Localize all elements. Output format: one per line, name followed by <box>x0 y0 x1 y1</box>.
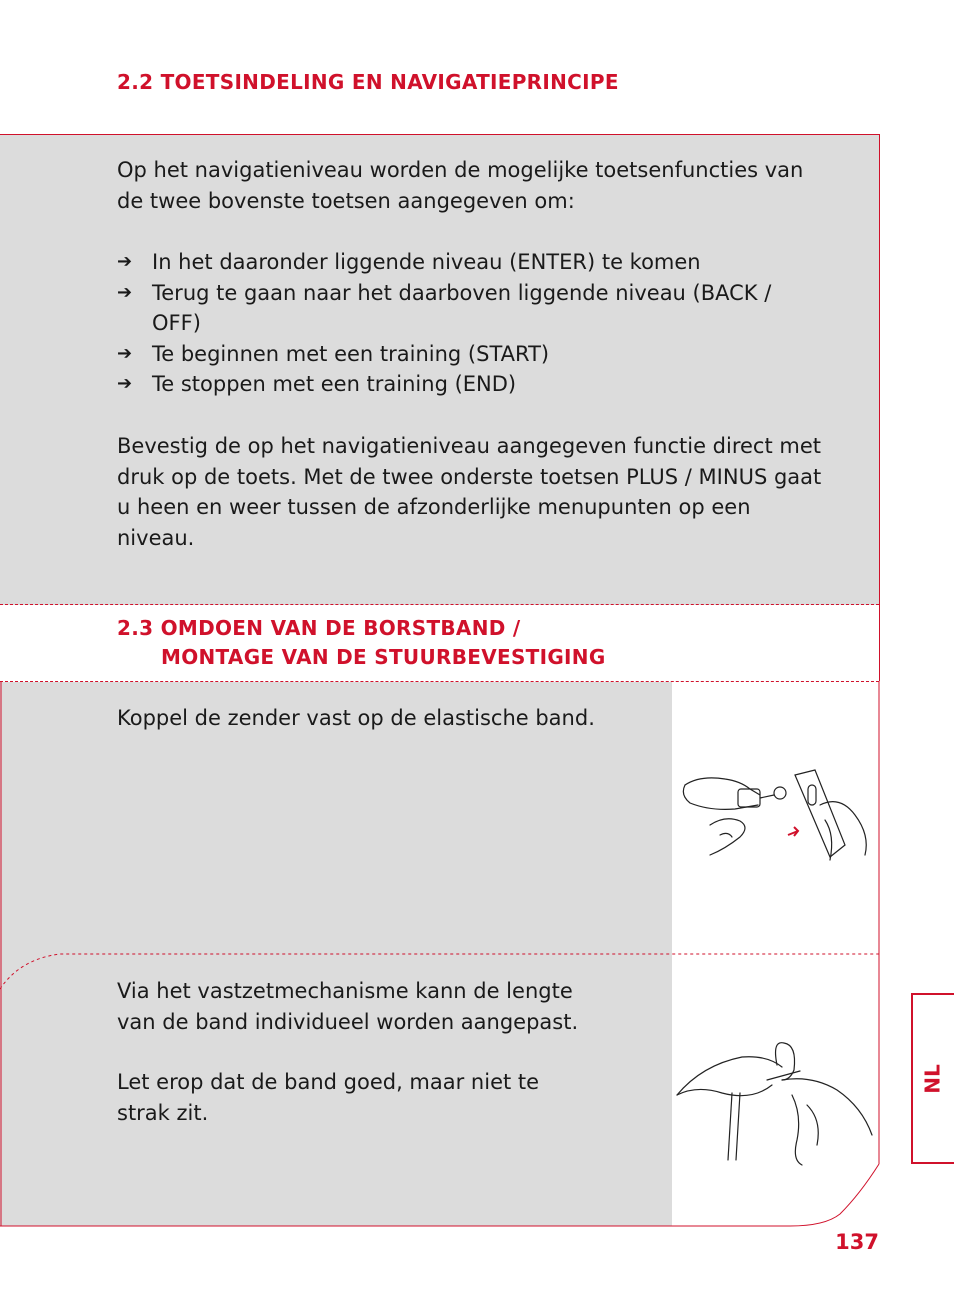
adjust-band-illustration <box>672 1035 882 1170</box>
section-heading-2-3-line1: 2.3 OMDOEN VAN DE BORSTBAND / <box>117 616 521 640</box>
list-item: ➔ Terug te gaan naar het daarboven liggende niveau (BACK / OFF) <box>117 278 817 339</box>
arrow-icon: ➔ <box>117 251 133 272</box>
list-item: ➔ Te beginnen met een training (START) <box>117 339 817 370</box>
page-number: 137 <box>835 1230 879 1254</box>
navigation-paragraph: Bevestig de op het navigatieniveau aangegeven functie direct met druk op de toets. Met de twee onderste toetsen PLUS / MINUS gaat u heen en weer tussen de afzonderlijke menupunten op een niveau. <box>117 434 822 550</box>
intro-paragraph: Op het navigatieniveau worden de mogelijke toetsenfuncties van de twee bovenste toetsen aangegeven om: <box>117 158 804 213</box>
arrow-icon: ➔ <box>117 373 133 394</box>
step-2-text: Via het vastzetmechanisme kann de lengte van de band individueel worden aangepast. <box>117 979 579 1034</box>
attach-transmitter-illustration <box>680 765 875 870</box>
function-list <box>117 247 817 400</box>
arrow-icon: ➔ <box>117 281 133 303</box>
step-3-text: Let erop dat de band goed, maar niet te strak zit. <box>117 1070 540 1125</box>
section-heading-2-3-line2: MONTAGE VAN DE STUURBEVESTIGING <box>161 645 606 669</box>
arrow-icon: ➔ <box>117 342 133 364</box>
list-item: ➔ Te stoppen met een training (END) <box>117 369 817 400</box>
step-1-text: Koppel de zender vast op de elastische band. <box>117 706 595 730</box>
section-heading-2-2: 2.2 TOETSINDELING EN NAVIGATIEPRINCIPE <box>117 70 619 94</box>
language-tab-label: NL <box>920 1063 945 1094</box>
list-item: ➔ In het daaronder liggende niveau (ENTER) te komen <box>117 247 817 278</box>
